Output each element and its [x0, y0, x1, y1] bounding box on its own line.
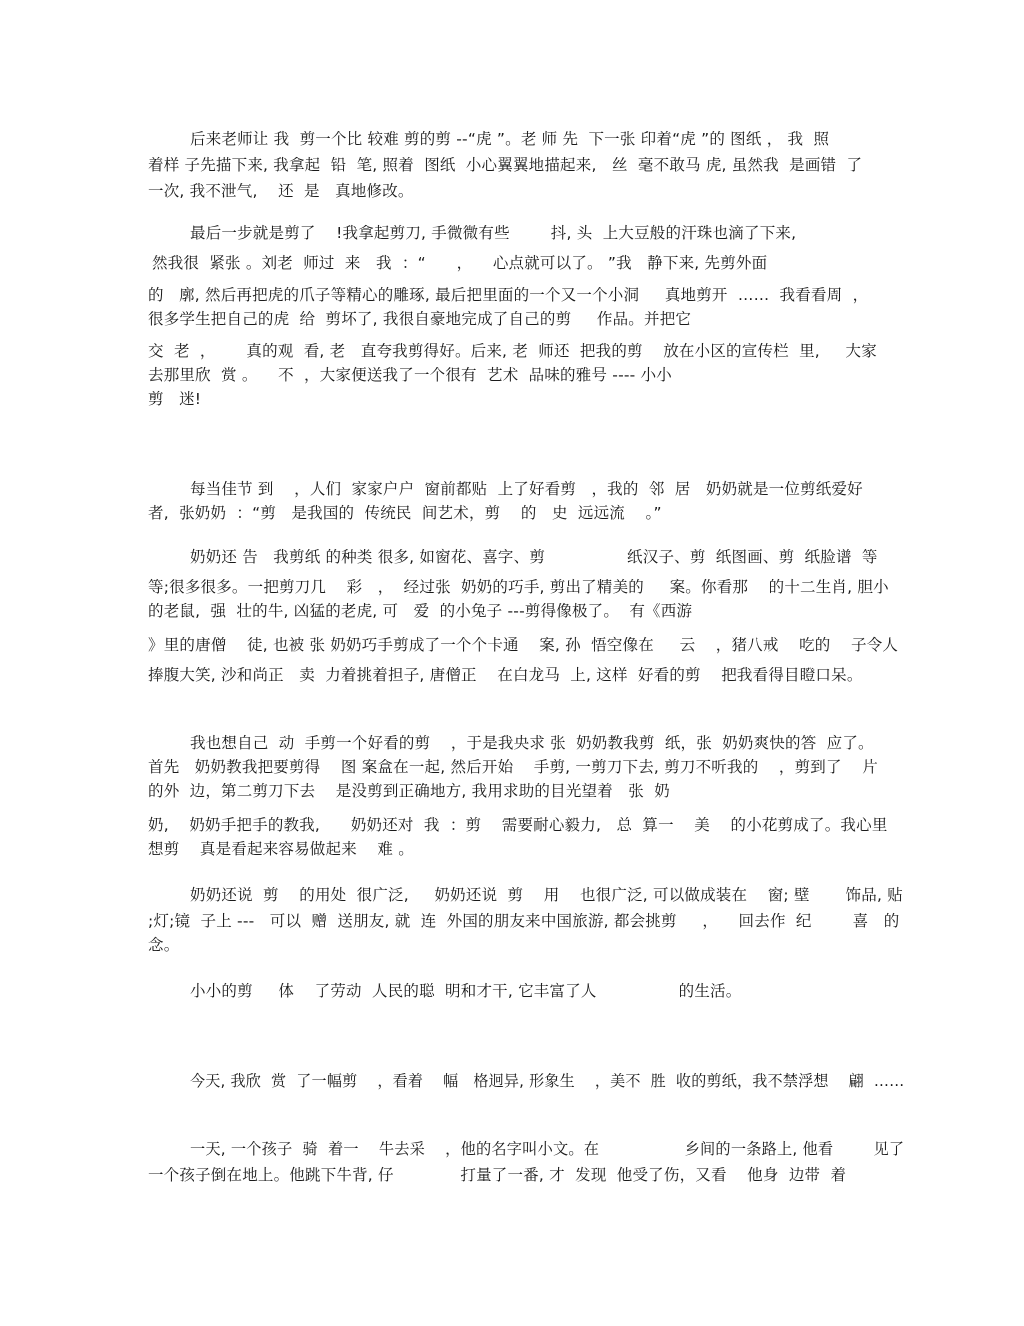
text-line: 者, 张奶奶 ：“剪 是我国的 传统民 间艺术，剪 的 史 远远流 。”	[148, 504, 662, 522]
text-line: 我也想自己 动 手剪一个好看的剪 ，于是我央求 张 奶奶教我剪 纸，张 奶奶爽快的答 应了。	[190, 734, 874, 752]
text-line: 今天, 我欣 赏 了一幅剪 ，看着 幅 格迥异, 形象生 ，美不 胜 收的剪纸，我不禁浮想 翩 ……	[190, 1072, 905, 1090]
text-line: 的 廓, 然后再把虎的爪子等精心的雕琢, 最后把里面的一个又一个小洞 真地剪开 …… 我看看周 ，	[148, 286, 869, 304]
text-line: 的老鼠, 强 壮的牛, 凶猛的老虎, 可 爱 的小兔子 ---剪得像极了。 有《西游	[148, 602, 693, 620]
text-line: 一次, 我不泄气, 还 是 真地修改。	[148, 182, 414, 200]
text-line: 的外 边，第二剪刀下去 是没剪到正确地方, 我用求助的目光望着 张 奶	[148, 782, 670, 800]
text-line: 一天, 一个孩子 骑 着一 牛去采 ，他的名字叫小文。在 乡间的一条路上, 他看 见了	[190, 1140, 905, 1158]
text-line: 奶奶还说 剪 的用处 很广泛, 奶奶还说 剪 用 也很广泛, 可以做成装在 窗; 壁 饰品, 贴	[190, 886, 903, 904]
text-line: 念。	[148, 936, 180, 954]
text-line: 后来老师让 我 剪一个比 较难 剪的剪 --“虎 ”。老 师 先 下一张 印着“虎 ”的 图纸 ， 我 照	[190, 130, 830, 148]
text-line: 着样 子先描下来, 我拿起 铅 笔, 照着 图纸 小心翼翼地描起来, 丝 毫不敢马 虎, 虽然我 是画错 了	[148, 156, 863, 174]
text-line: 想剪 真是看起来容易做起来 难 。	[148, 840, 414, 858]
text-line: 每当佳节 到 ，人们 家家户户 窗前都贴 上了好看剪 ，我的 邻 居 奶奶就是一位剪纸爱好	[190, 480, 863, 498]
text-line: 》里的唐僧 徒, 也被 张 奶奶巧手剪成了一个个卡通 案, 孙 悟空像在 云 ，猪八戒 吃的 子令人	[148, 636, 899, 654]
text-line: 奶, 奶奶手把手的教我, 奶奶还对 我 ：剪 需要耐心毅力, 总 算一 美 的小花剪成了。我心里	[148, 816, 888, 834]
text-line: 捧腹大笑, 沙和尚正 卖 力着挑着担子, 唐僧正 在白龙马 上, 这样 好看的剪 把我看得目瞪口呆。	[148, 666, 863, 684]
text-line: 等;很多很多。一把剪刀几 彩 ， 经过张 奶奶的巧手, 剪出了精美的 案。你看那 的十二生肖, 胆小	[148, 578, 889, 596]
text-line: 小小的剪 体 了劳动 人民的聪 明和才干, 它丰富了人 的生活。	[190, 982, 742, 1000]
text-line: 交 老 ， 真的观 看, 老 直夸我剪得好。后来, 老 师还 把我的剪 放在小区的宣传栏 里, 大家	[148, 342, 877, 360]
text-line: 最后一步就是剪了 !我拿起剪刀, 手微微有些 抖, 头 上大豆般的汗珠也滴了下来,	[190, 224, 797, 242]
text-line: 然我很 紧张 。刘老 师过 来 我 ：“ ， 心点就可以了。 ”我 静下来, 先剪外面	[152, 254, 768, 272]
text-line: 奶奶还 告 我剪纸 的种类 很多, 如窗花、喜字、剪 纸汉子、剪 纸图画、剪 纸脸谱 等	[190, 548, 878, 566]
text-line: 去那里欣 赏 。 不 ，大家便送我了一个很有 艺术 品味的雅号 ---- 小小	[148, 366, 672, 384]
text-line: 一个孩子倒在地上。他跳下牛背, 仔 打量了一番, 才 发现 他受了伤，又看 他身 边带 着	[148, 1166, 847, 1184]
text-line: 首先 奶奶教我把要剪得 图 案盒在一起, 然后开始 手剪, 一剪刀下去, 剪刀不听我的 ，剪到了 片	[148, 758, 878, 776]
text-line: 很多学生把自己的虎 给 剪坏了, 我很自豪地完成了自己的剪 作品。并把它	[148, 310, 692, 328]
text-line: ;灯;镜 子上 --- 可以 赠 送朋友, 就 连 外国的朋友来中国旅游, 都会挑剪 ， 回去作 纪 喜 的	[148, 912, 900, 930]
text-line: 剪 迷!	[148, 390, 202, 408]
